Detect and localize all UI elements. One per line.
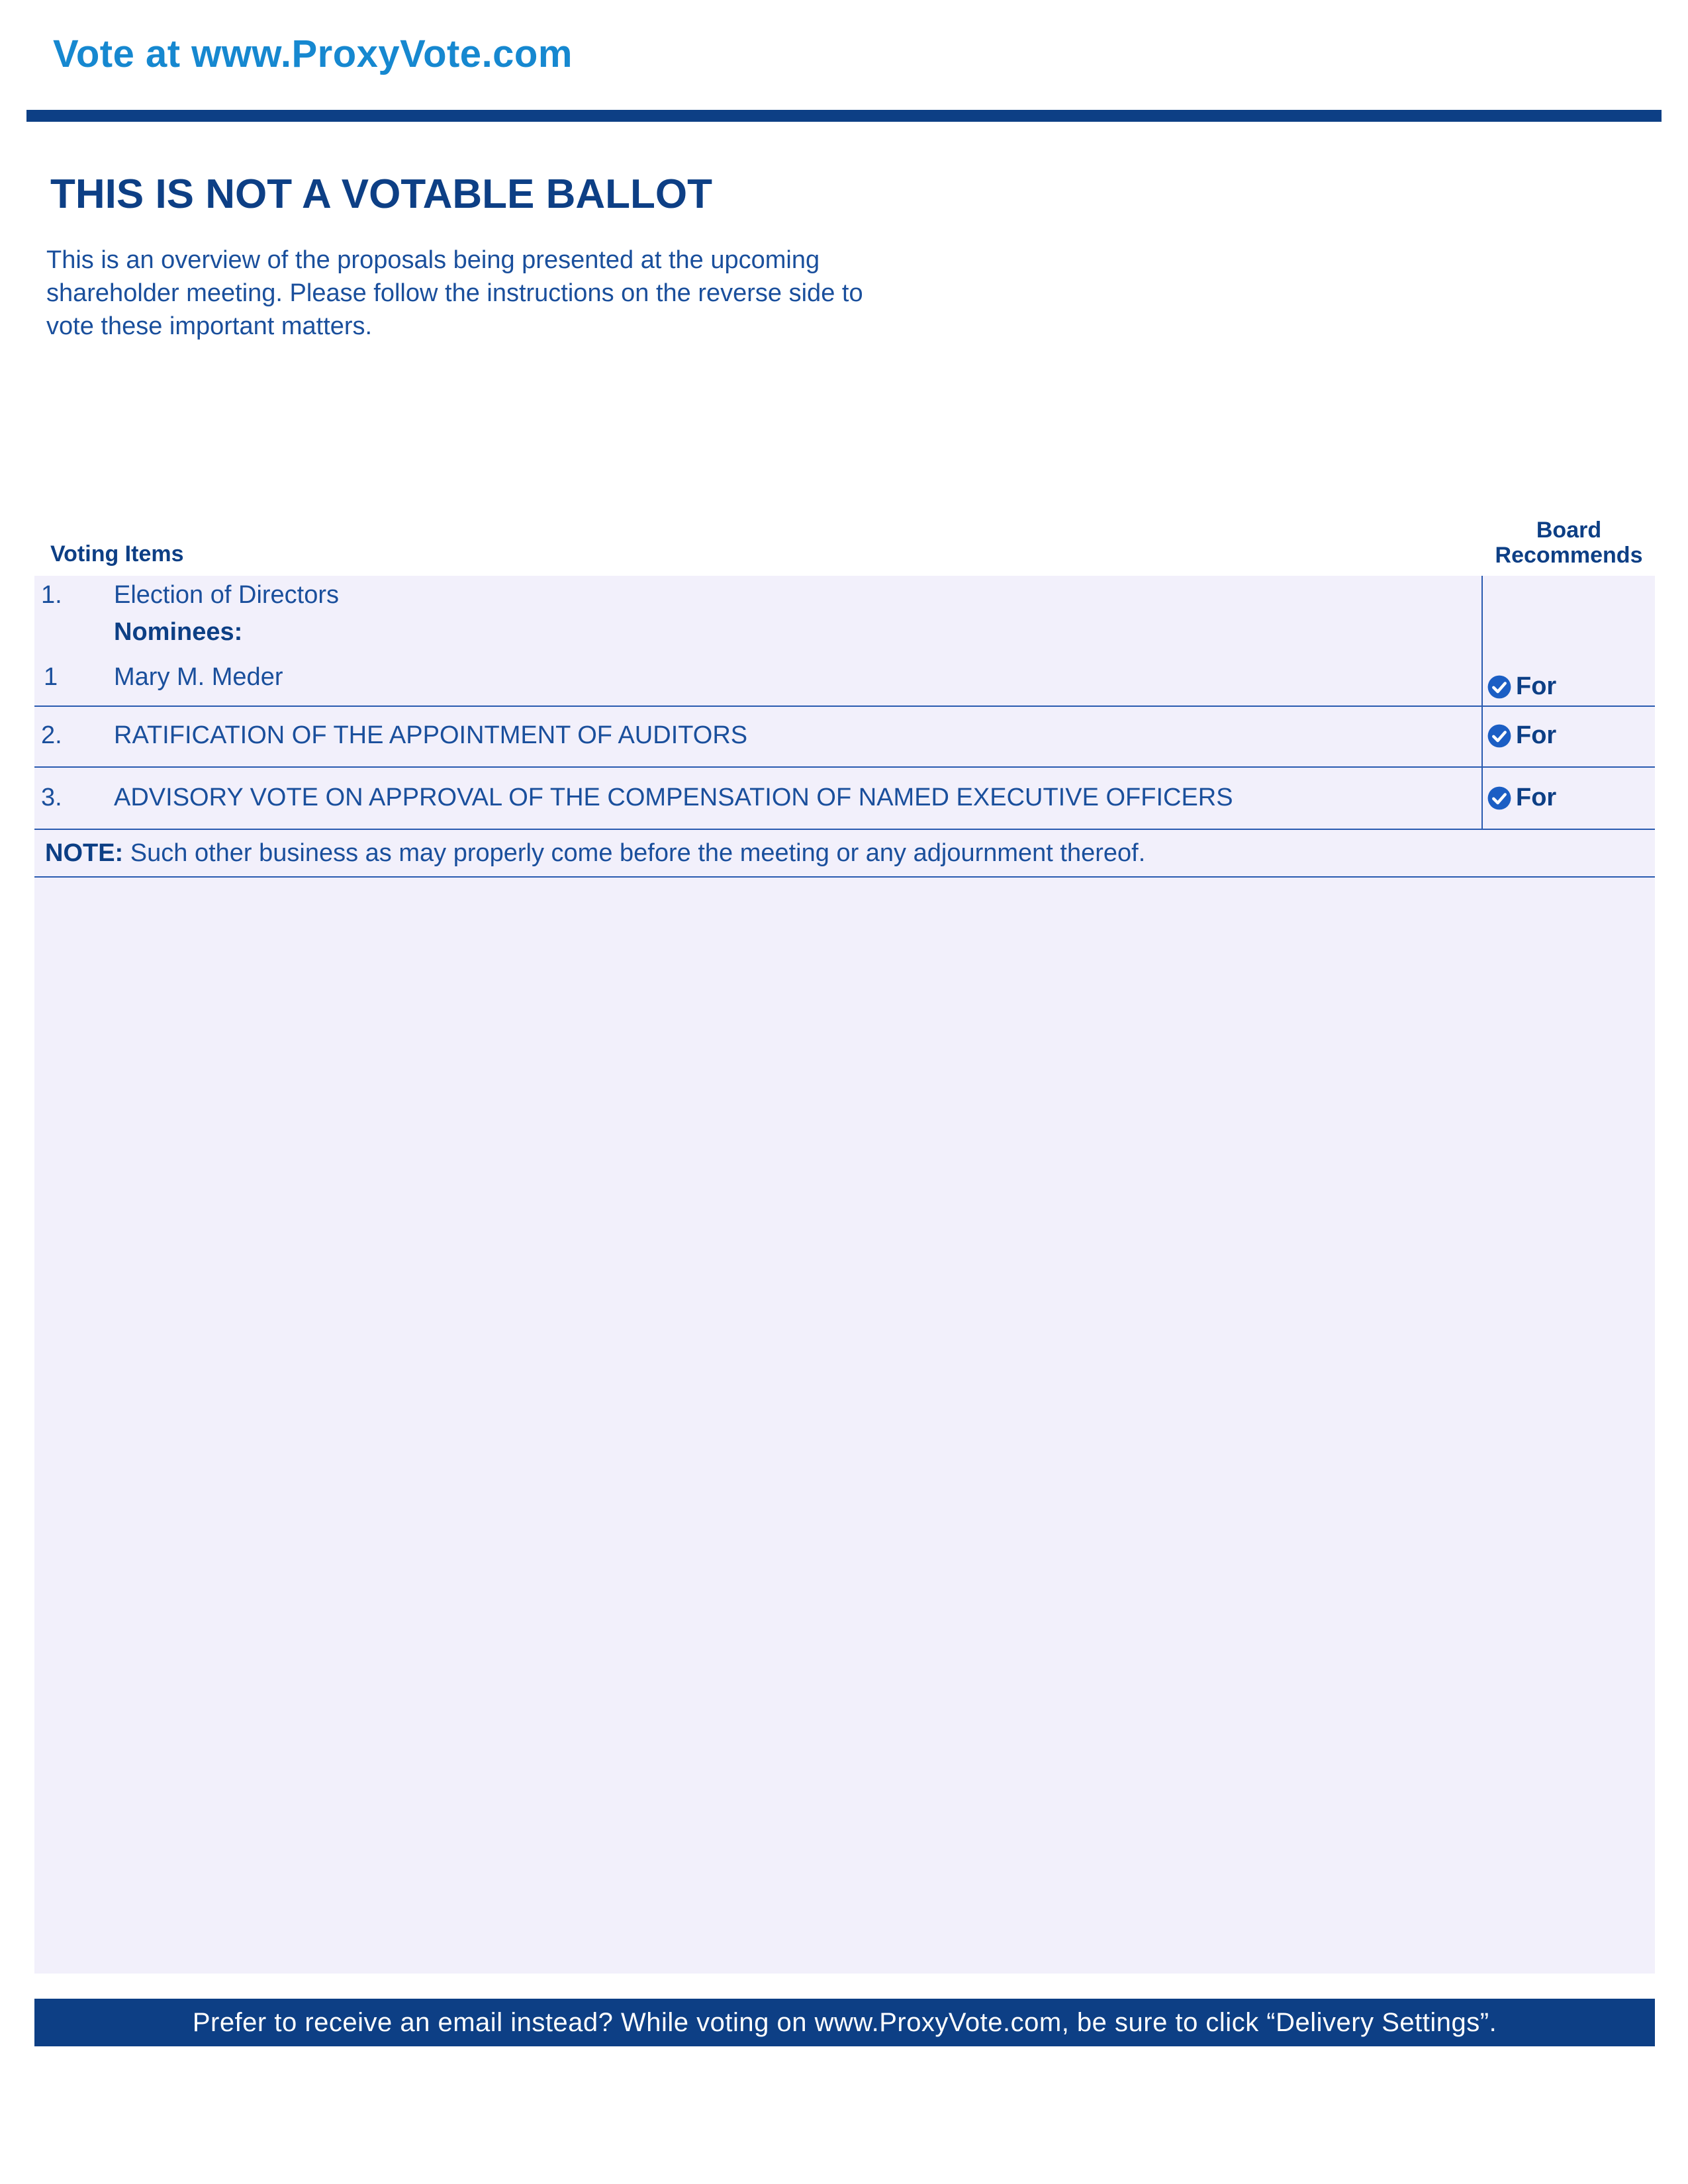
header-rule <box>26 110 1662 122</box>
footer-text: Prefer to receive an email instead? While voting on www.ProxyVote.com, be sure to click “Delivery Settings”. <box>192 2007 1497 2037</box>
board-header-line1: Board <box>1536 518 1602 543</box>
item-1-number: 1. <box>41 581 62 609</box>
ballot-title: THIS IS NOT A VOTABLE BALLOT <box>50 171 712 217</box>
proxyvote-link[interactable]: Vote at www.ProxyVote.com <box>53 32 573 75</box>
nominee-1-recommendation <box>1487 672 1556 701</box>
item-3-text: ADVISORY VOTE ON APPROVAL OF THE COMPENSATION OF NAMED EXECUTIVE OFFICERS <box>114 784 1233 811</box>
check-circle-icon <box>1487 723 1512 749</box>
item-2-recommendation <box>1487 721 1556 750</box>
nominees-label: Nominees: <box>114 618 243 646</box>
recommendation-label: For <box>1516 721 1557 749</box>
intro-text: This is an overview of the proposals being presented at the upcoming shareholder meeting. Please follow the instructions on the reverse side to vote these important matters. <box>46 246 863 340</box>
item-1-text: Election of Directors <box>114 581 340 609</box>
item-3-recommendation <box>1487 784 1556 812</box>
nominee-1-name: Mary M. Meder <box>114 663 283 691</box>
board-recommends-header <box>1483 518 1655 568</box>
row-divider <box>34 829 1655 830</box>
recommendation-label: For <box>1516 784 1557 811</box>
recommendation-label: For <box>1516 672 1557 700</box>
row-divider <box>34 766 1655 768</box>
check-circle-icon <box>1487 786 1512 811</box>
recommendation-column-divider <box>1481 576 1483 829</box>
item-3-number: 3. <box>41 784 62 811</box>
row-divider <box>34 876 1655 878</box>
note-label: NOTE: <box>45 839 124 867</box>
nominee-1-number: 1 <box>44 663 58 691</box>
voting-items-header: Voting Items <box>50 541 184 567</box>
item-2-text: RATIFICATION OF THE APPOINTMENT OF AUDITORS <box>114 721 748 749</box>
board-header-line2: Recommends <box>1495 543 1643 568</box>
note-body: Such other business as may properly come before the meeting or any adjournment thereof. <box>123 839 1146 867</box>
footer-banner <box>34 1999 1655 2046</box>
row-divider <box>34 705 1655 707</box>
note-text <box>45 839 1145 868</box>
check-circle-icon <box>1487 674 1512 700</box>
item-2-number: 2. <box>41 721 62 749</box>
